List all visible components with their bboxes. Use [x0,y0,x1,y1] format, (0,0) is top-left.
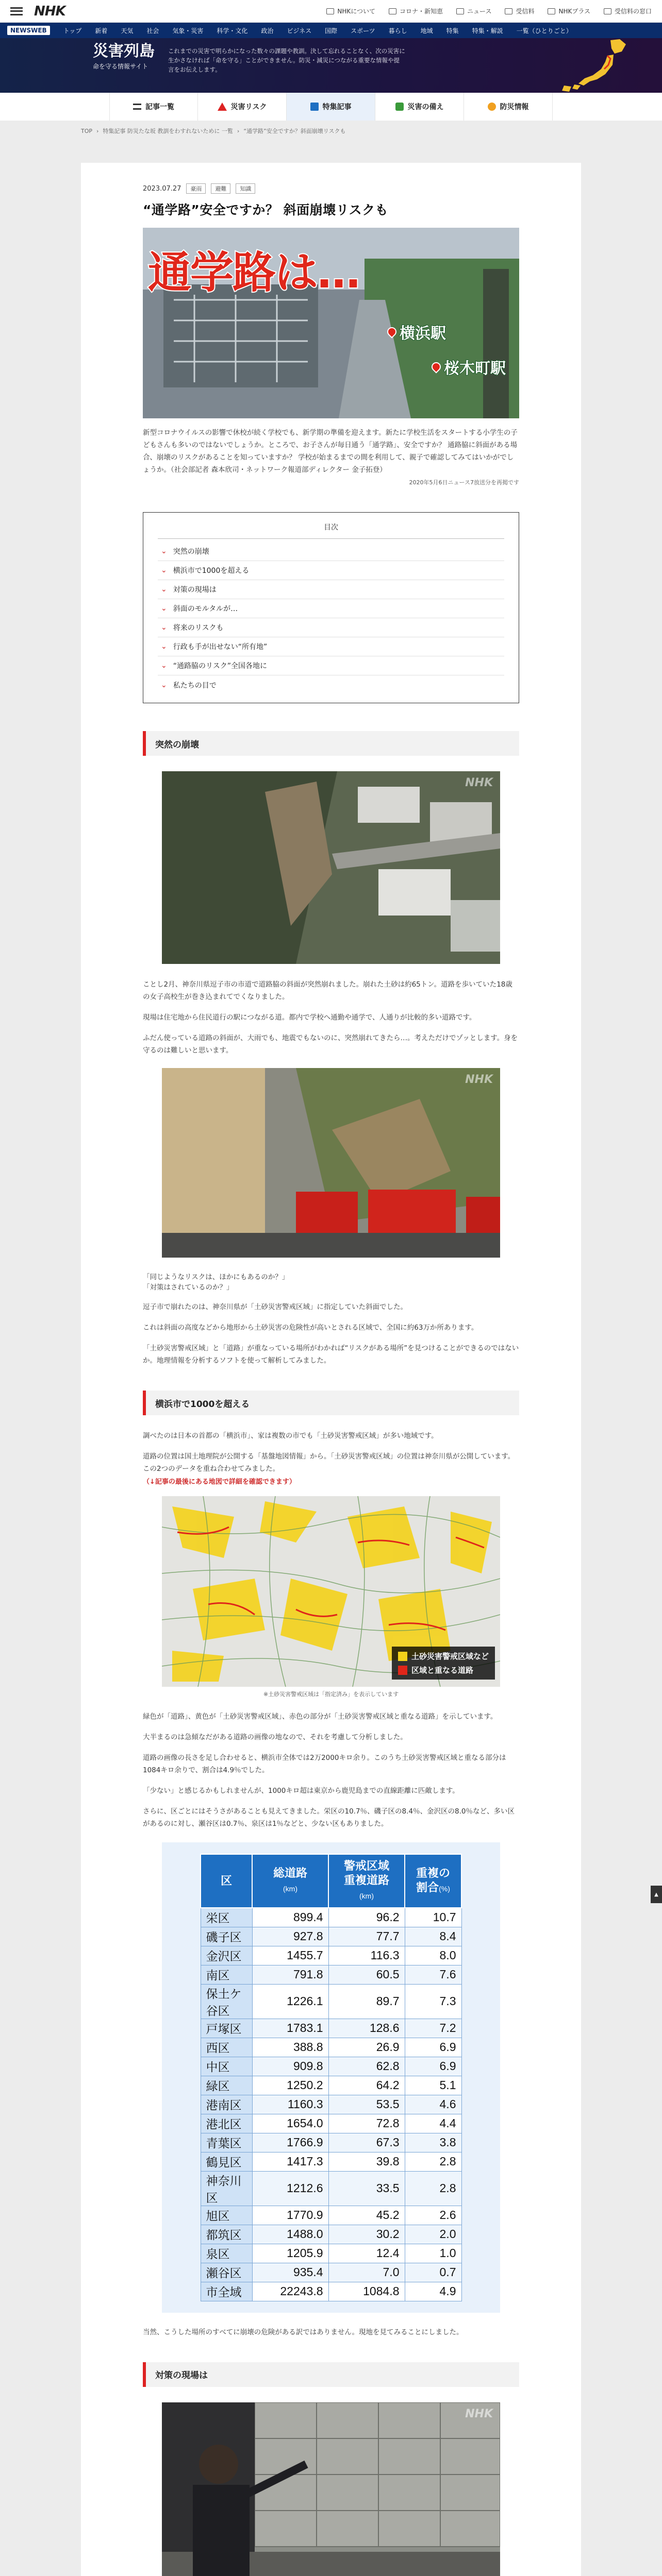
table-of-contents [143,512,519,703]
table-row [201,2019,461,2038]
article-date: 2023.07.27 [143,184,181,193]
article-icon [310,103,319,111]
cell-overlap-ratio: 6.9 [405,2038,461,2057]
cell-overlap-road: 33.5 [328,2171,405,2206]
site-hero [0,38,662,93]
map-legend: 土砂災害警戒区域など 区域と重なる道路 [392,1647,495,1680]
nav-special[interactable]: 特集 [446,27,459,35]
cell-overlap-ratio: 1.0 [405,2244,461,2263]
cell-overlap-ratio: 4.4 [405,2114,461,2133]
map-note: （↓記事の最後にある地図で詳細を確認できます） [143,1478,296,1486]
cell-total-road: 927.8 [252,1927,328,1946]
location-pin-icon [385,325,398,338]
table-row [201,1965,461,1984]
section-tabs [0,93,662,121]
station-label-yokohama: 横浜駅 [387,320,446,343]
section-heading-yokohama: 横浜市で1000を超える [143,1391,519,1415]
tab-disaster-info[interactable]: 防災情報 [464,93,553,121]
ward-road-table [200,1854,462,2301]
article-hero-image [143,228,519,418]
cell-ward: 保土ケ谷区 [201,1984,252,2019]
nhk-watermark: NHK [465,776,493,789]
toc-item[interactable]: ⌄ 斜面のモルタルが… [158,599,504,618]
station-label-sakuragicho: 桜木町駅 [432,355,506,378]
cell-overlap-ratio: 2.8 [405,2152,461,2171]
cell-overlap-ratio: 8.4 [405,1927,461,1946]
cell-total-road: 899.4 [252,1908,328,1927]
toc-item[interactable]: ⌄ 突然の崩壊 [158,542,504,561]
cell-overlap-ratio: 2.8 [405,2171,461,2206]
section2-paragraph: さらに、区ごとにはそうさがあることも見えてきました。栄区の10.7％、磯子区の8.4％、金沢区の8.0％など、多い区があるのに対し、瀬谷区は0.7％、泉区は1％などと、少ない区もありました。 [143,1807,515,1828]
cell-ward: 栄区 [201,1908,252,1927]
tag-evacuation[interactable]: 避難 [211,183,230,194]
legend-swatch-yellow [398,1652,407,1661]
nhk-watermark: NHK [465,2407,493,2420]
chevron-down-icon: ⌄ [161,585,167,594]
cell-overlap-road: 64.2 [328,2076,405,2095]
chevron-down-icon: ⌄ [161,604,167,613]
cell-overlap-ratio: 4.6 [405,2095,461,2114]
location-pin-icon [429,360,442,373]
header-links [326,7,652,15]
aerial-photo-image [162,771,500,964]
nhk-logo[interactable]: NHK [34,3,65,19]
nav-new[interactable]: 新着 [95,27,108,35]
cell-overlap-road: 1084.8 [328,2282,405,2301]
cell-overlap-ratio: 7.6 [405,1965,461,1984]
nav-disaster[interactable]: 気象・災害 [172,27,204,35]
cell-total-road: 1488.0 [252,2225,328,2244]
section2-paragraph: 当然、こうした場所のすべてに崩壊の危険がある訳ではありません。現地を見てみることにしました。 [143,2328,464,2336]
cell-ward: 市全域 [201,2282,252,2301]
chevron-right-icon: › [237,127,240,134]
nav-top[interactable]: トップ [63,27,82,35]
menu-icon[interactable] [10,7,23,15]
cell-total-road: 1455.7 [252,1946,328,1965]
chevron-right-icon: › [96,127,99,134]
cell-overlap-road: 67.3 [328,2133,405,2152]
chevron-down-icon: ⌄ [161,642,167,651]
table-row [201,2038,461,2057]
section2-paragraph: 「少ない」と感じるかもしれませんが、1000キロ超は東京から鹿児島までの直線距離に匹敵します。 [143,1787,459,1795]
cell-overlap-road: 60.5 [328,1965,405,1984]
section2-paragraph: 緑色が「道路」、黄色が「土砂災害警戒区域」、赤色の部分が「土砂災害警戒区域と重なる道路」を示しています。 [143,1713,498,1721]
page-top-button[interactable]: ▲ [651,1886,662,1903]
nav-international[interactable]: 国際 [325,27,338,35]
section1-quote: 「対策はされているのか？」 [143,1283,234,1292]
section1-paragraph: 「土砂災害警戒区域」と「道路」が重なっている場所がわかれば“リスクがある場所”を見つけることができるのではないか。地理情報を分析するソフトを使って解析してみました。 [143,1344,519,1365]
tab-article-list[interactable]: 記事一覧 [109,93,198,121]
cell-overlap-road: 26.9 [328,2038,405,2057]
table-row [201,2244,461,2263]
cell-ward: 泉区 [201,2244,252,2263]
col-header-ward: 区 [201,1854,252,1908]
cell-overlap-ratio: 2.0 [405,2225,461,2244]
cell-overlap-road: 7.0 [328,2263,405,2282]
section-heading-countermeasures: 対策の現場は [143,2362,519,2387]
cell-total-road: 1226.1 [252,1984,328,2019]
tag-knowledge[interactable]: 知識 [236,183,255,194]
header-link-about[interactable]: NHKについて [326,7,375,15]
cell-overlap-road: 53.5 [328,2095,405,2114]
hero-overlay-text: 通学路は… [148,247,360,298]
global-header [0,0,662,23]
article-intro: 新型コロナウイルスの影響で休校が続く学校でも、新学期の準備を迎えます。新たに学校生活をスタートする小学生の子どもさんも多いのではないでしょうか。ところで、お子さんが毎日通う「通学路」、安全ですか？ 通路脇に斜面がある場合、崩壊のリスクがあることを知っていますか？ 学校が始まるまでの間を利用して、親子で確認してみてはいかがでしょうか。（社会部記者 森本欣司・ネットワーク報道部ディレクター 金子拓登） [143,429,518,474]
col-header-total-road: 総道路 (km) [252,1854,328,1908]
cell-overlap-road: 77.7 [328,1927,405,1946]
cell-total-road: 1770.9 [252,2206,328,2225]
cell-ward: 鶴見区 [201,2152,252,2171]
header-link-fee-window[interactable]: 受信料の窓口 [604,7,652,15]
cell-overlap-road: 89.7 [328,1984,405,2019]
section1-paragraph: ことし2月、神奈川県逗子市の市道で道路脇の斜面が突然崩れました。崩れた土砂は約65トン。道路を歩いていた18歳の女子高校生が巻き込まれてでくなりました。 [143,980,512,1001]
nav-science[interactable]: 科学・文化 [217,27,248,35]
site-title[interactable]: 災害列島 [93,42,155,60]
table-row [201,2076,461,2095]
cell-overlap-ratio: 7.3 [405,1984,461,2019]
nhk-watermark: NHK [465,1073,493,1086]
cell-ward: 神奈川区 [201,2171,252,2206]
window-icon [604,8,611,14]
list-icon [133,104,141,110]
news-icon [389,8,396,14]
cell-total-road: 791.8 [252,1965,328,1984]
toc-item[interactable]: ⌄ 対策の現場は [158,580,504,599]
professor-photo [162,2402,500,2576]
breadcrumb-current: “通学路”安全ですか？斜面崩壊リスクも [243,128,346,134]
newsweb-brand[interactable]: NEWSWEB [7,26,50,35]
table-row [201,2206,461,2225]
tab-disaster-risk[interactable]: 災害リスク [198,93,287,121]
cell-total-road: 1783.1 [252,2019,328,2038]
cell-overlap-ratio: 3.8 [405,2133,461,2152]
home-icon [395,103,404,111]
collapse-aerial-photo [162,771,500,964]
breadcrumb [0,121,662,141]
intro-caption: 2020年5月6日ニュース7放送分を再掲です [409,479,519,486]
nav-business[interactable]: ビジネス [287,27,312,35]
section1-quote: 「同じようなリスクは、ほかにもあるのか？」 [143,1273,289,1281]
table-row [201,2095,461,2114]
section2-paragraph: 調べたのは日本の首都の「横浜市」、家は複数の市でも「土砂災害警戒区域」が多い地域です。 [143,1432,438,1440]
section2-paragraph: 道路の画像の長さを足し合わせると、横浜市全体では2万2000キロ余り。このうち土砂災害警戒区域と重なる部分は1084キロ余りで、割合は4.9％でした。 [143,1754,506,1774]
collapse-site-photo [162,1068,500,1258]
nav-region[interactable]: 地域 [420,27,433,35]
nav-politics[interactable]: 政治 [261,27,274,35]
cell-total-road: 909.8 [252,2057,328,2076]
cell-ward: 青葉区 [201,2133,252,2152]
article-meta [143,183,519,194]
news-navbar [0,23,662,38]
table-row [201,2171,461,2206]
nav-weather[interactable]: 天気 [121,27,134,35]
chevron-down-icon: ⌄ [161,623,167,632]
toc-item[interactable]: ⌄ 私たちの目で [161,681,217,690]
article-card [81,163,581,2576]
col-header-overlap-ratio: 重複の 割合(%) [405,1854,461,1908]
retaining-wall-photo-image [162,2402,500,2576]
cell-ward: 港南区 [201,2095,252,2114]
cell-ward: 磯子区 [201,1927,252,1946]
cell-overlap-road: 72.8 [328,2114,405,2133]
section2-paragraph: 大半まるのは急傾なだがある道路の画像の地なので、それを考慮して分析しました。 [143,1733,407,1741]
ward-table-wrapper [162,1842,500,2313]
legend-swatch-red [398,1666,407,1675]
table-row [201,2282,461,2301]
cell-overlap-road: 62.8 [328,2057,405,2076]
table-row [201,1927,461,1946]
cell-ward: 金沢区 [201,1946,252,1965]
cell-total-road: 1766.9 [252,2133,328,2152]
header-link-nhkplus[interactable]: NHKプラス [548,7,590,15]
cell-overlap-ratio: 10.7 [405,1908,461,1927]
cell-overlap-ratio: 8.0 [405,1946,461,1965]
cell-overlap-ratio: 4.9 [405,2282,461,2301]
cell-overlap-road: 12.4 [328,2244,405,2263]
section1-paragraph: これは斜面の高度などから地形から土砂災害の危険性が高いとされる区域で、全国に約63万か所あります。 [143,1324,478,1332]
cell-total-road: 1212.6 [252,2171,328,2206]
article-title: “通学路”安全ですか？ 斜面崩壊リスクも [143,202,389,217]
chevron-down-icon: ⌄ [161,681,167,689]
cell-overlap-ratio: 7.2 [405,2019,461,2038]
table-row [201,1984,461,2019]
toc-item[interactable]: ⌄ 横浜市で1000を超える [158,561,504,580]
cell-total-road: 1160.3 [252,2095,328,2114]
breadcrumb-top[interactable]: TOP [81,127,93,134]
ward-table-body [201,1908,461,2301]
table-row [201,1908,461,1927]
table-header-row [201,1854,461,1908]
toc-item[interactable]: ⌄ 行政も手が出せない“所有地” [158,637,504,656]
cell-total-road: 22243.8 [252,2282,328,2301]
cell-ward: 瀬谷区 [201,2263,252,2282]
header-link-corona[interactable]: コロナ・新知恵 [389,7,443,15]
cell-overlap-ratio: 0.7 [405,2263,461,2282]
cell-total-road: 1417.3 [252,2152,328,2171]
cell-total-road: 1654.0 [252,2114,328,2133]
cell-ward: 南区 [201,1965,252,1984]
toc-item[interactable]: ⌄ 将来のリスクも [158,618,504,637]
cell-ward: 港北区 [201,2114,252,2133]
chevron-down-icon: ⌄ [161,566,167,574]
cell-ward: 都筑区 [201,2225,252,2244]
cell-ward: 戸塚区 [201,2019,252,2038]
cell-overlap-road: 96.2 [328,1908,405,1927]
cell-overlap-road: 128.6 [328,2019,405,2038]
japan-map-icon [554,38,631,93]
cell-overlap-ratio: 6.9 [405,2057,461,2076]
section1-paragraph: ふだん使っている道路の斜面が、大雨でも、地震でもないのに、突然崩れてきたら…。考えただけでゾッとします。身を守るのは難しいと思います。 [143,1034,518,1055]
site-subtitle: 命を守る情報サイト [93,63,148,70]
map-caption: ※土砂災害警戒区域は「指定済み」を表示しています [263,1691,399,1698]
chevron-down-icon: ⌄ [161,547,167,555]
table-row [201,2225,461,2244]
cell-ward: 中区 [201,2057,252,2076]
table-row [201,2133,461,2152]
table-row [201,1946,461,1965]
nav-commentary[interactable]: 特集・解説 [472,27,503,35]
cell-ward: 西区 [201,2038,252,2057]
nav-list[interactable]: 一覧（ひとりごと） [516,27,572,35]
site-description: これまでの災害で明らかになった数々の課題や教訓。決して忘れることなく、次の災害に生かさなければ「命を守る」ことができません。防災・減災につながる重要な情報や提言をお伝えします。 [168,47,405,73]
toc-title: 目次 [158,522,504,539]
cell-overlap-road: 39.8 [328,2152,405,2171]
fire-trucks-photo-image [162,1068,500,1258]
header-link-fee[interactable]: 受信料 [505,7,534,15]
cell-overlap-road: 45.2 [328,2206,405,2225]
cell-total-road: 388.8 [252,2038,328,2057]
yen-icon [505,8,512,14]
cell-total-road: 935.4 [252,2263,328,2282]
nav-sports[interactable]: スポーツ [351,27,375,35]
table-row [201,2114,461,2133]
section1-paragraph: 逗子市で崩れたのは、神奈川県が「土砂災害警戒区域」に指定していた斜面でした。 [143,1303,407,1311]
info-icon [488,103,496,111]
chevron-down-icon: ⌄ [161,662,167,670]
news-icon [456,8,464,14]
section2-paragraph: 道路の位置は国土地理院が公開する「基盤地図情報」から。「土砂災害警戒区域」の位置は神奈川県が公開しています。この2つのデータを重ね合わせてみました。 [143,1452,515,1473]
cell-total-road: 1250.2 [252,2076,328,2095]
toc-item[interactable]: ⌄ “通路脇のリスク”全国各地に [158,656,504,675]
cell-overlap-road: 30.2 [328,2225,405,2244]
cell-ward: 緑区 [201,2076,252,2095]
tab-preparedness[interactable]: 災害の備え [375,93,464,121]
nav-society[interactable]: 社会 [146,27,159,35]
breadcrumb-list[interactable]: 特集記事 防災たな坂 教訓をわすれないために 一覧 [103,128,233,134]
section-heading-sudden-collapse: 突然の崩壊 [143,731,519,756]
cell-overlap-ratio: 5.1 [405,2076,461,2095]
table-row [201,2057,461,2076]
cell-ward: 旭区 [201,2206,252,2225]
table-row [201,2152,461,2171]
section1-paragraph: 現場は住宅地から住民道行の駅につながる道。都内で学校へ通勤や通学で、人通りが比較的多い道路です。 [143,1013,476,1022]
play-icon [548,8,555,14]
info-icon [326,8,334,14]
cell-overlap-ratio: 2.6 [405,2206,461,2225]
cell-overlap-road: 116.3 [328,1946,405,1965]
cell-total-road: 1205.9 [252,2244,328,2263]
warning-icon [218,103,227,111]
tab-feature-articles[interactable]: 特集記事 [287,93,375,121]
table-row [201,2263,461,2282]
tag-heavy-rain[interactable]: 豪雨 [186,183,206,194]
header-link-news[interactable]: ニュース [456,7,491,15]
risk-road-map [162,1496,500,1687]
col-header-overlap-road: 警戒区域 重複道路 (km) [328,1854,405,1908]
nav-life[interactable]: 暮らし [388,27,407,35]
